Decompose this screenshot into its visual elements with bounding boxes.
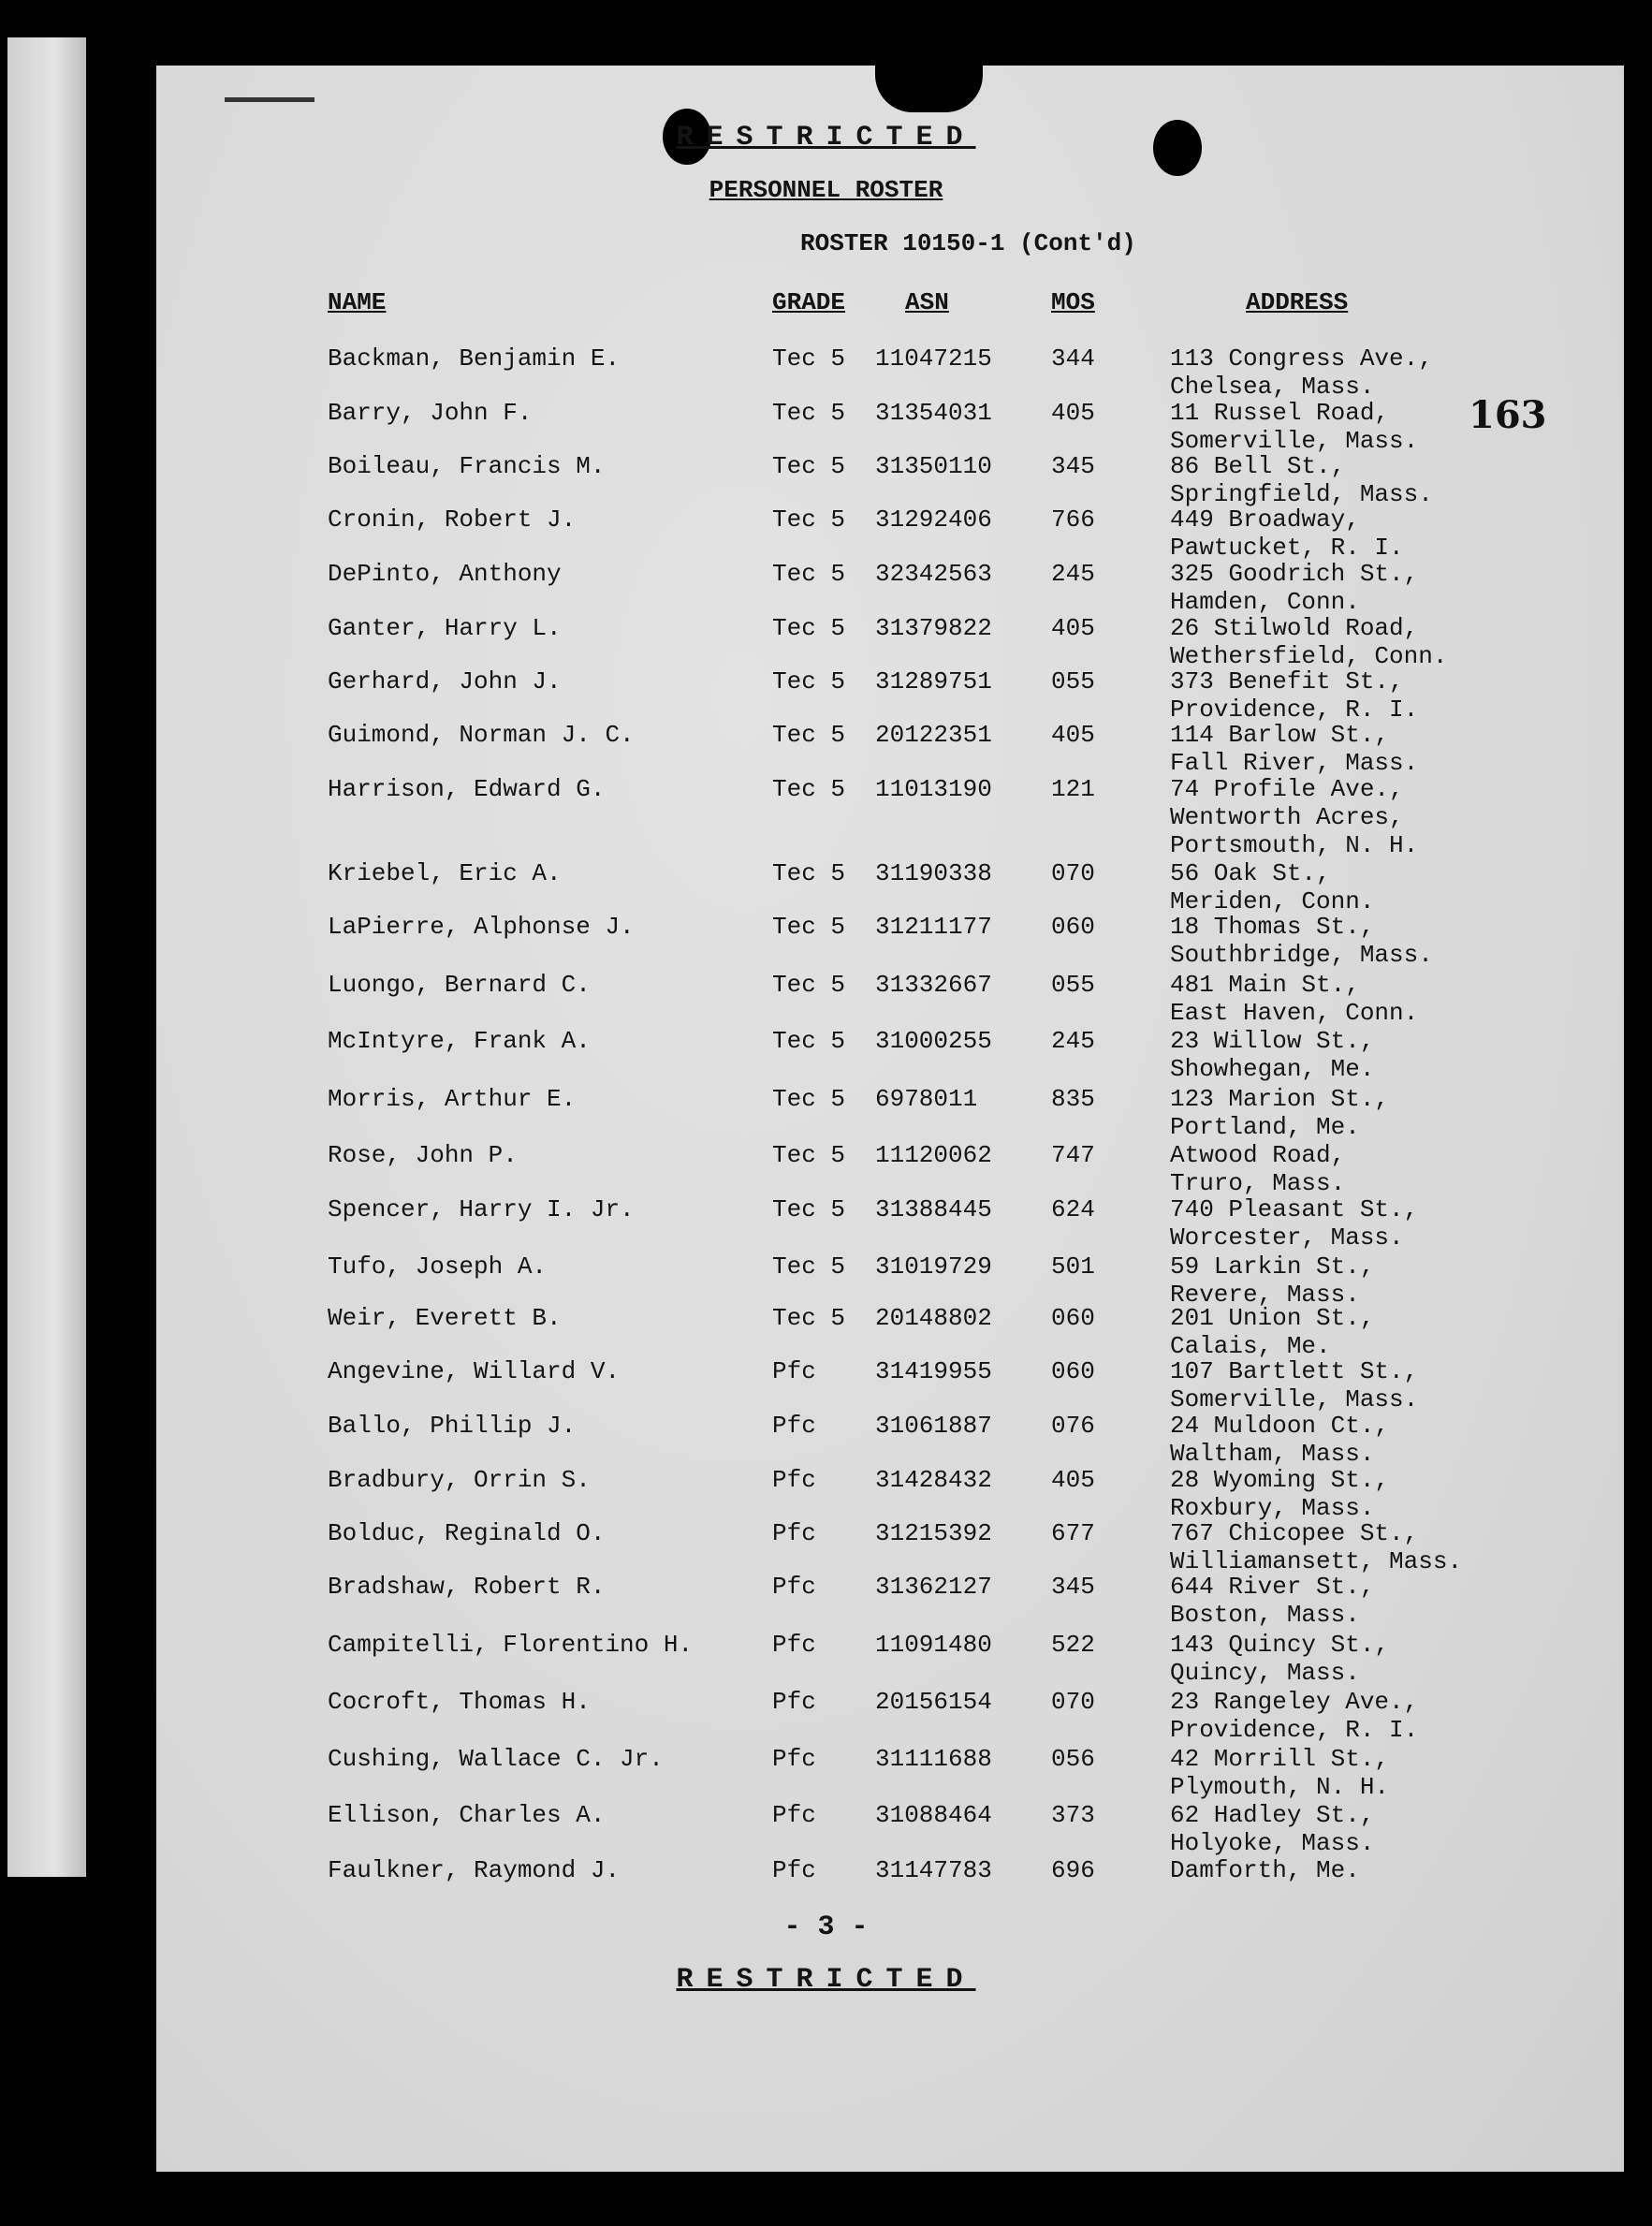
cell-asn: 31289751	[875, 667, 992, 696]
cell-mos: 060	[1051, 1357, 1095, 1385]
cell-grade: Tec 5	[772, 1085, 846, 1113]
cell-grade: Tec 5	[772, 1141, 846, 1169]
cell-address-line-2: Showhegan, Me.	[1170, 1055, 1375, 1083]
cell-name: Boileau, Francis M.	[328, 452, 606, 480]
cell-grade: Pfc	[772, 1688, 816, 1716]
cell-name: Rose, John P.	[328, 1141, 518, 1169]
cell-address-line-2: East Haven, Conn.	[1170, 999, 1419, 1027]
cell-grade: Tec 5	[772, 452, 846, 480]
cell-address-line-1: 740 Pleasant St.,	[1170, 1195, 1419, 1223]
cell-asn: 31362127	[875, 1573, 992, 1601]
cell-address-line-3: Portsmouth, N. H.	[1170, 831, 1419, 859]
cell-asn: 6978011	[875, 1085, 978, 1113]
cell-address-line-1: 325 Goodrich St.,	[1170, 560, 1419, 588]
cell-address-line-2: Truro, Mass.	[1170, 1169, 1346, 1197]
table-row	[0, 1745, 1652, 1801]
cell-address-line-1: 113 Congress Ave.,	[1170, 344, 1433, 373]
cell-name: Ganter, Harry L.	[328, 614, 562, 642]
cell-grade: Pfc	[772, 1357, 816, 1385]
cell-name: Spencer, Harry I. Jr.	[328, 1195, 635, 1223]
cell-name: Cronin, Robert J.	[328, 505, 577, 534]
cell-grade: Pfc	[772, 1519, 816, 1547]
cell-mos: 070	[1051, 1688, 1095, 1716]
cell-name: Bradshaw, Robert R.	[328, 1573, 606, 1601]
cell-grade: Tec 5	[772, 1252, 846, 1281]
cell-asn: 31019729	[875, 1252, 992, 1281]
cell-name: Angevine, Willard V.	[328, 1357, 621, 1385]
cell-mos: 677	[1051, 1519, 1095, 1547]
cell-grade: Pfc	[772, 1573, 816, 1601]
cell-address-line-1: 23 Rangeley Ave.,	[1170, 1688, 1419, 1716]
cell-name: Cocroft, Thomas H.	[328, 1688, 591, 1716]
table-row	[0, 1357, 1652, 1413]
cell-address-line-2: Roxbury, Mass.	[1170, 1494, 1375, 1522]
table-row	[0, 614, 1652, 670]
table-row	[0, 1141, 1652, 1197]
table-row	[0, 859, 1652, 915]
cell-mos: 344	[1051, 344, 1095, 373]
cell-address-line-2: Calais, Me.	[1170, 1332, 1331, 1360]
cell-asn: 20148802	[875, 1304, 992, 1332]
table-row	[0, 452, 1652, 508]
cell-address-line-1: Atwood Road,	[1170, 1141, 1346, 1169]
cell-asn: 31388445	[875, 1195, 992, 1223]
cell-asn: 31000255	[875, 1027, 992, 1055]
cell-mos: 405	[1051, 614, 1095, 642]
cell-name: Kriebel, Eric A.	[328, 859, 562, 887]
table-row	[0, 1252, 1652, 1309]
table-row	[0, 1856, 1652, 1912]
cell-mos: 373	[1051, 1801, 1095, 1829]
cell-name: Luongo, Bernard C.	[328, 971, 591, 999]
cell-name: Backman, Benjamin E.	[328, 344, 621, 373]
column-header-grade: GRADE	[772, 288, 846, 316]
cell-address-line-2: Providence, R. I.	[1170, 696, 1419, 724]
cell-mos: 060	[1051, 913, 1095, 941]
cell-mos: 056	[1051, 1745, 1095, 1773]
cell-asn: 31061887	[875, 1412, 992, 1440]
cell-name: Weir, Everett B.	[328, 1304, 562, 1332]
cell-address-line-2: Springfield, Mass.	[1170, 480, 1433, 508]
table-row	[0, 1412, 1652, 1468]
cell-asn: 31428432	[875, 1466, 992, 1494]
cell-address-line-1: Damforth, Me.	[1170, 1856, 1360, 1884]
cell-grade: Pfc	[772, 1412, 816, 1440]
cell-address-line-1: 767 Chicopee St.,	[1170, 1519, 1419, 1547]
table-row	[0, 1573, 1652, 1629]
cell-asn: 31292406	[875, 505, 992, 534]
cell-address-line-1: 74 Profile Ave.,	[1170, 775, 1404, 803]
cell-grade: Pfc	[772, 1856, 816, 1884]
cell-asn: 11013190	[875, 775, 992, 803]
page-stamp-number: 163	[1469, 393, 1547, 437]
cell-grade: Pfc	[772, 1466, 816, 1494]
cell-address-line-2: Somerville, Mass.	[1170, 1385, 1419, 1413]
cell-grade: Tec 5	[772, 344, 846, 373]
cell-mos: 624	[1051, 1195, 1095, 1223]
cell-address-line-2: Holyoke, Mass.	[1170, 1829, 1375, 1857]
table-row	[0, 1085, 1652, 1141]
cell-mos: 055	[1051, 971, 1095, 999]
cell-address-line-1: 26 Stilwold Road,	[1170, 614, 1419, 642]
table-row	[0, 721, 1652, 777]
cell-mos: 245	[1051, 1027, 1095, 1055]
column-header-address: ADDRESS	[1246, 288, 1349, 316]
cell-mos: 766	[1051, 505, 1095, 534]
table-row	[0, 1631, 1652, 1687]
cell-name: Campitelli, Florentino H.	[328, 1631, 694, 1659]
cell-mos: 405	[1051, 1466, 1095, 1494]
cell-grade: Tec 5	[772, 614, 846, 642]
cell-grade: Tec 5	[772, 721, 846, 749]
cell-asn: 31190338	[875, 859, 992, 887]
cell-grade: Tec 5	[772, 971, 846, 999]
column-header-name: NAME	[328, 288, 387, 316]
cell-grade: Tec 5	[772, 1304, 846, 1332]
table-row	[0, 505, 1652, 562]
cell-name: Tufo, Joseph A.	[328, 1252, 548, 1281]
cell-mos: 060	[1051, 1304, 1095, 1332]
cell-mos: 405	[1051, 399, 1095, 427]
table-row	[0, 913, 1652, 969]
cell-address-line-2: Wentworth Acres,	[1170, 803, 1404, 831]
cell-asn: 11091480	[875, 1631, 992, 1659]
cell-asn: 11120062	[875, 1141, 992, 1169]
cell-asn: 20156154	[875, 1688, 992, 1716]
cell-mos: 345	[1051, 1573, 1095, 1601]
cell-name: Morris, Arthur E.	[328, 1085, 577, 1113]
cell-address-line-2: Revere, Mass.	[1170, 1281, 1360, 1309]
cell-mos: 345	[1051, 452, 1095, 480]
table-row	[0, 1027, 1652, 1083]
cell-name: Bradbury, Orrin S.	[328, 1466, 591, 1494]
table-row	[0, 1688, 1652, 1744]
cell-asn: 11047215	[875, 344, 992, 373]
cell-address-line-2: Plymouth, N. H.	[1170, 1773, 1390, 1801]
cell-address-line-1: 644 River St.,	[1170, 1573, 1375, 1601]
cell-address-line-1: 28 Wyoming St.,	[1170, 1466, 1390, 1494]
table-row	[0, 399, 1652, 455]
cell-address-line-1: 481 Main St.,	[1170, 971, 1360, 999]
table-row	[0, 971, 1652, 1027]
cell-grade: Tec 5	[772, 859, 846, 887]
cell-address-line-2: Fall River, Mass.	[1170, 749, 1419, 777]
cell-grade: Tec 5	[772, 775, 846, 803]
cell-mos: 696	[1051, 1856, 1095, 1884]
cell-grade: Tec 5	[772, 399, 846, 427]
cell-name: Harrison, Edward G.	[328, 775, 606, 803]
cell-mos: 522	[1051, 1631, 1095, 1659]
table-row	[0, 667, 1652, 724]
roster-title: PERSONNEL ROSTER	[709, 176, 943, 204]
cell-mos: 121	[1051, 775, 1095, 803]
cell-address-line-2: Meriden, Conn.	[1170, 887, 1375, 915]
cell-asn: 31350110	[875, 452, 992, 480]
roster-subtitle: ROSTER 10150-1 (Cont'd)	[800, 229, 1136, 257]
cell-mos: 245	[1051, 560, 1095, 588]
cell-address-line-2: Somerville, Mass.	[1170, 427, 1419, 455]
cell-mos: 747	[1051, 1141, 1095, 1169]
cell-address-line-1: 373 Benefit St.,	[1170, 667, 1404, 696]
cell-address-line-1: 201 Union St.,	[1170, 1304, 1375, 1332]
cell-grade: Pfc	[772, 1801, 816, 1829]
cell-asn: 31354031	[875, 399, 992, 427]
cell-address-line-1: 56 Oak St.,	[1170, 859, 1331, 887]
cell-address-line-2: Boston, Mass.	[1170, 1601, 1360, 1629]
cell-address-line-2: Williamansett, Mass.	[1170, 1547, 1463, 1575]
cell-grade: Tec 5	[772, 505, 846, 534]
cell-asn: 31211177	[875, 913, 992, 941]
cell-address-line-1: 59 Larkin St.,	[1170, 1252, 1375, 1281]
cell-grade: Tec 5	[772, 1027, 846, 1055]
cell-name: Ballo, Phillip J.	[328, 1412, 577, 1440]
cell-address-line-2: Providence, R. I.	[1170, 1716, 1419, 1744]
cell-name: DePinto, Anthony	[328, 560, 562, 588]
cell-address-line-1: 62 Hadley St.,	[1170, 1801, 1375, 1829]
cell-address-line-1: 114 Barlow St.,	[1170, 721, 1390, 749]
cell-address-line-1: 11 Russel Road,	[1170, 399, 1390, 427]
cell-name: McIntyre, Frank A.	[328, 1027, 591, 1055]
cell-name: Barry, John F.	[328, 399, 533, 427]
cell-address-line-1: 143 Quincy St.,	[1170, 1631, 1390, 1659]
cell-name: Ellison, Charles A.	[328, 1801, 606, 1829]
cell-grade: Tec 5	[772, 667, 846, 696]
table-row	[0, 344, 1652, 401]
cell-address-line-1: 42 Morrill St.,	[1170, 1745, 1390, 1773]
cell-address-line-2: Waltham, Mass.	[1170, 1440, 1375, 1468]
table-row	[0, 1195, 1652, 1252]
page-number: - 3 -	[783, 1911, 869, 1943]
cell-asn: 31419955	[875, 1357, 992, 1385]
cell-address-line-2: Worcester, Mass.	[1170, 1223, 1404, 1252]
cell-asn: 31088464	[875, 1801, 992, 1829]
cell-address-line-1: 23 Willow St.,	[1170, 1027, 1375, 1055]
cell-mos: 076	[1051, 1412, 1095, 1440]
cell-grade: Tec 5	[772, 560, 846, 588]
cell-name: Cushing, Wallace C. Jr.	[328, 1745, 664, 1773]
column-header-mos: MOS	[1051, 288, 1095, 316]
cell-address-line-1: 86 Bell St.,	[1170, 452, 1346, 480]
cell-asn: 31332667	[875, 971, 992, 999]
table-row	[0, 1519, 1652, 1575]
cell-address-line-2: Pawtucket, R. I.	[1170, 534, 1404, 562]
cell-grade: Tec 5	[772, 913, 846, 941]
cell-asn: 32342563	[875, 560, 992, 588]
table-row	[0, 560, 1652, 616]
cell-asn: 31379822	[875, 614, 992, 642]
cell-name: Faulkner, Raymond J.	[328, 1856, 621, 1884]
table-row	[0, 1801, 1652, 1857]
cell-asn: 31147783	[875, 1856, 992, 1884]
column-header-asn: ASN	[905, 288, 949, 316]
cell-grade: Pfc	[772, 1745, 816, 1773]
cell-mos: 405	[1051, 721, 1095, 749]
cell-mos: 501	[1051, 1252, 1095, 1281]
cell-name: Bolduc, Reginald O.	[328, 1519, 606, 1547]
cell-address-line-1: 24 Muldoon Ct.,	[1170, 1412, 1390, 1440]
cell-name: Gerhard, John J.	[328, 667, 562, 696]
cell-address-line-2: Chelsea, Mass.	[1170, 373, 1375, 401]
cell-address-line-1: 18 Thomas St.,	[1170, 913, 1375, 941]
table-row	[0, 1466, 1652, 1522]
cell-mos: 055	[1051, 667, 1095, 696]
cell-name: LaPierre, Alphonse J.	[328, 913, 635, 941]
cell-asn: 20122351	[875, 721, 992, 749]
cell-address-line-2: Hamden, Conn.	[1170, 588, 1360, 616]
cell-address-line-1: 123 Marion St.,	[1170, 1085, 1390, 1113]
table-row	[0, 1304, 1652, 1360]
cell-grade: Tec 5	[772, 1195, 846, 1223]
cell-asn: 31215392	[875, 1519, 992, 1547]
cell-address-line-2: Quincy, Mass.	[1170, 1659, 1360, 1687]
cell-mos: 835	[1051, 1085, 1095, 1113]
cell-address-line-1: 107 Bartlett St.,	[1170, 1357, 1419, 1385]
restricted-footer: RESTRICTED	[676, 1964, 976, 1996]
cell-address-line-2: Wethersfield, Conn.	[1170, 642, 1448, 670]
cell-address-line-2: Portland, Me.	[1170, 1113, 1360, 1141]
cell-name: Guimond, Norman J. C.	[328, 721, 635, 749]
cell-address-line-1: 449 Broadway,	[1170, 505, 1360, 534]
cell-mos: 070	[1051, 859, 1095, 887]
restricted-header: RESTRICTED	[676, 122, 976, 154]
cell-asn: 31111688	[875, 1745, 992, 1773]
cell-grade: Pfc	[772, 1631, 816, 1659]
table-row	[0, 775, 1652, 859]
cell-address-line-2: Southbridge, Mass.	[1170, 941, 1433, 969]
